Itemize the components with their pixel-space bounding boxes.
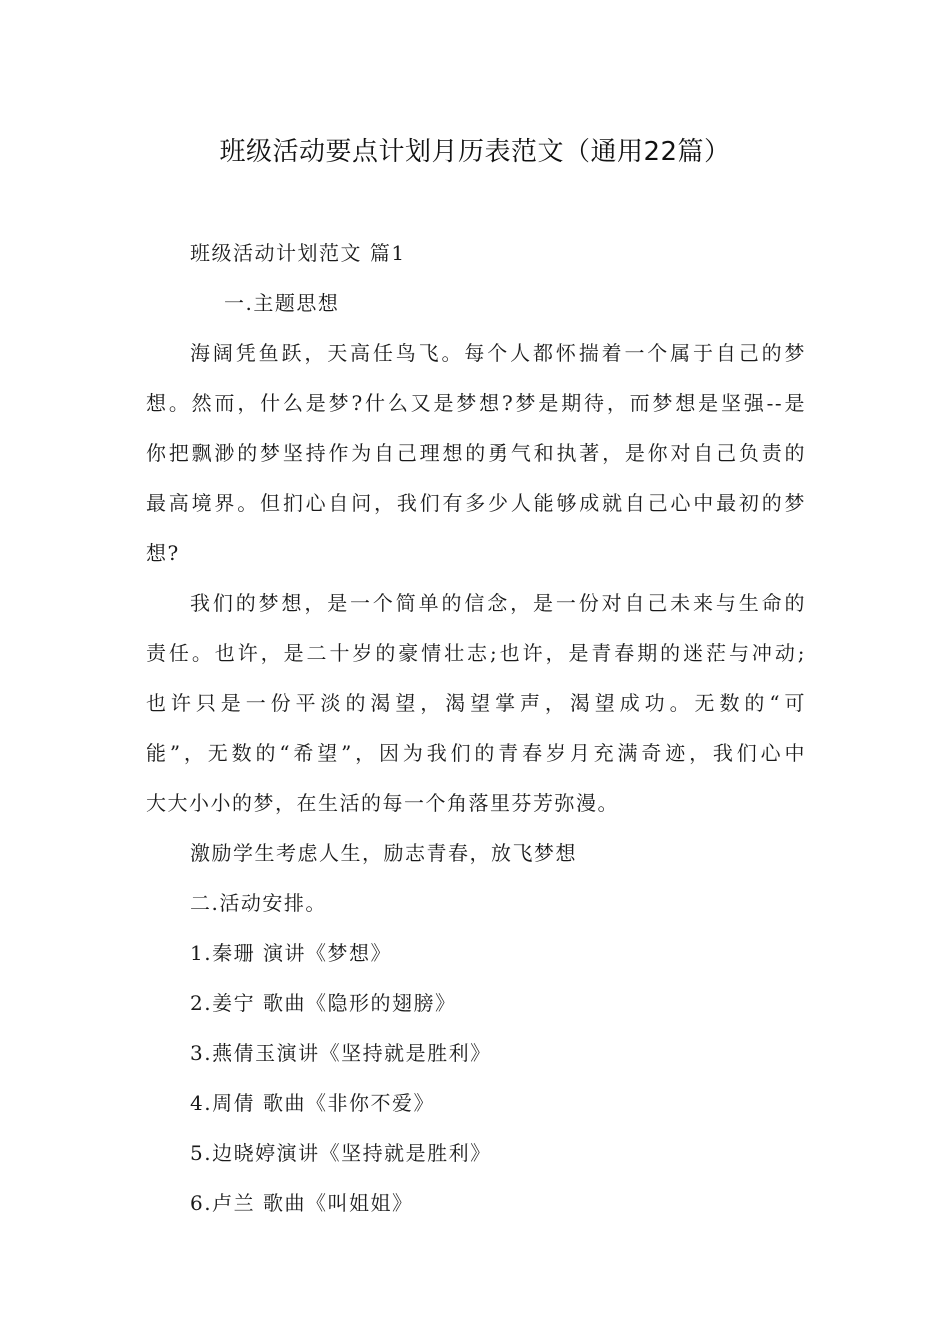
subheading-schedule: 二.活动安排。 — [190, 891, 327, 915]
paragraph-2 — [146, 578, 806, 828]
section-heading: 班级活动计划范文 篇1 — [190, 241, 406, 265]
document-body — [146, 228, 806, 1228]
schedule-item: 1.秦珊 演讲《梦想》 — [190, 941, 392, 965]
paragraph-line: 你把飘渺的梦坚持作为自己理想的勇气和执著，是你对自己负责的 — [146, 441, 806, 465]
schedule-list — [146, 928, 806, 1228]
paragraph-line: 想? — [146, 541, 180, 565]
subheading-theme: 一.主题思想 — [224, 291, 340, 315]
paragraph-line: 能”，无数的“希望”，因为我们的青春岁月充满奇迹，我们心中 — [146, 741, 806, 765]
schedule-item: 2.姜宁 歌曲《隐形的翅膀》 — [190, 991, 457, 1015]
motto-line: 激励学生考虑人生，励志青春，放飞梦想 — [190, 841, 577, 865]
paragraph-line: 想。然而，什么是梦?什么又是梦想?梦是期待，而梦想是坚强--是 — [146, 391, 806, 415]
schedule-item: 4.周倩 歌曲《非你不爱》 — [190, 1091, 435, 1115]
paragraph-line: 也许只是一份平淡的渴望，渴望掌声，渴望成功。无数的“可 — [146, 691, 806, 715]
paragraph-line: 责任。也许，是二十岁的豪情壮志;也许，是青春期的迷茫与冲动; — [146, 641, 806, 665]
paragraph-1 — [146, 328, 806, 578]
schedule-item: 5.边晓婷演讲《坚持就是胜利》 — [190, 1141, 492, 1165]
schedule-item: 6.卢兰 歌曲《叫姐姐》 — [190, 1191, 414, 1215]
paragraph-line: 大大小小的梦，在生活的每一个角落里芬芳弥漫。 — [146, 791, 619, 815]
schedule-item: 3.燕倩玉演讲《坚持就是胜利》 — [190, 1041, 492, 1065]
document-title: 班级活动要点计划月历表范文（通用22篇） — [219, 137, 731, 167]
paragraph-line: 最高境界。但扪心自问，我们有多少人能够成就自己心中最初的梦 — [146, 491, 806, 515]
paragraph-line: 我们的梦想，是一个简单的信念，是一份对自己未来与生命的 — [190, 591, 806, 615]
paragraph-line: 海阔凭鱼跃，天高任鸟飞。每个人都怀揣着一个属于自己的梦 — [190, 341, 806, 365]
